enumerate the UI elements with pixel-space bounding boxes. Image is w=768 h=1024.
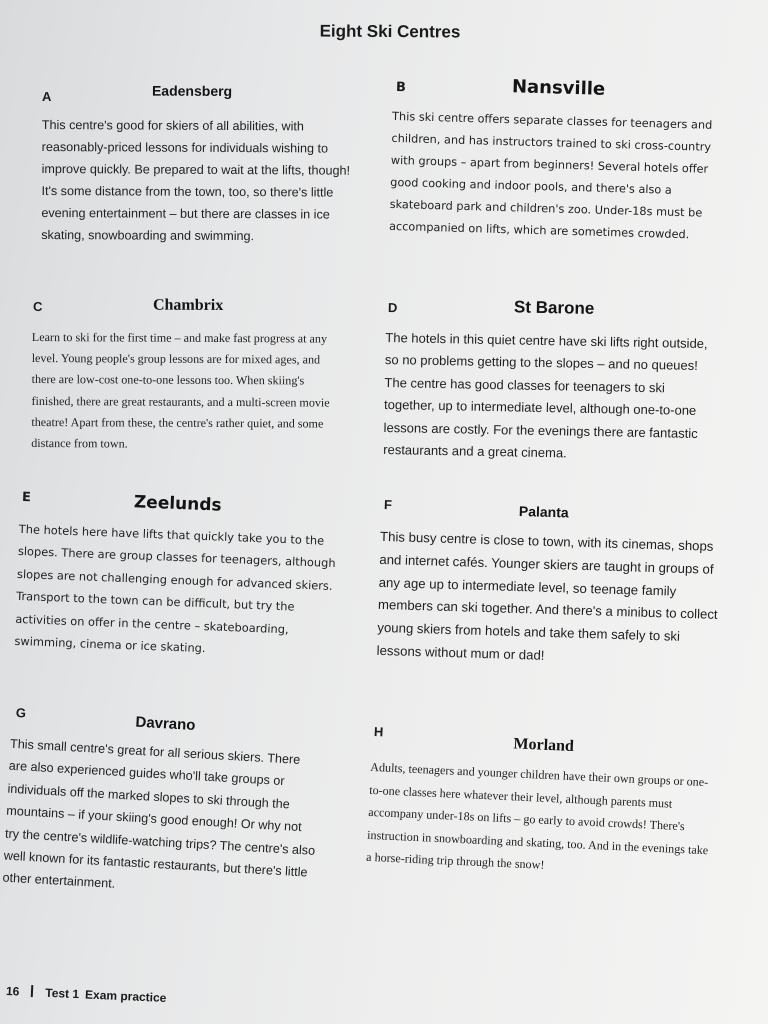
entry-text: Adults, teenagers and younger children have their own groups or one-to-one classes here whatever their level, although parents must accompany under-18s on lifts – go early to avoid crowds! There's instruction in snowboarding and skating, too. And in the evenings take a horse-riding trip through the snow! [365,759,709,873]
entry-name: Morland [513,735,575,756]
entry-text: Learn to ski for the first time – and make fast progress at any level. Young people's group lessons are for mixed ages, and there are low-cost one-to-one lessons too. When skiing's finished, there are great restaurants, and a multi-screen movie theatre! Apart from these, the centre's rather quiet, and some distance from town. [31,329,330,451]
entry-name: Palanta [518,503,569,521]
entry-name: Eadensberg [151,82,233,100]
entry-name: Davrano [135,713,196,735]
page-title: Eight Ski Centres [319,21,461,42]
entry-letter: A [41,89,52,105]
entry-text: This busy centre is close to town, with its cinemas, shops and internet cafés. Younger skiers are taught in groups of any age up to intermediate level, so teenage family members can ski together. And there's a minibus to collect young skiers from hotels and take them safely to ski lessons without mum or dad! [376,528,718,663]
entry-name: Chambrix [152,296,224,314]
entry-letter: E [21,490,32,506]
entry-letter: D [387,300,398,316]
footer-divider [31,985,34,997]
entry-letter: H [373,724,384,740]
entry-name: Nansville [511,76,606,100]
entry-letter: F [383,497,393,513]
entry-text: This ski centre offers separate classes for teenagers and children, and has instructors trained to ski cross-country with groups – apart from beginners! Several hotels offer good cooking and indoor pools, and there's also a skateboard park and children's zoo. Under-18s must be accompanied on lifts, which are sometimes crowded. [388,109,713,242]
entry-letter: C [32,298,43,315]
section-label: Exam practice [84,987,167,1005]
page-footer [6,984,167,1005]
entry-text: This small centre's great for all serious skiers. There are also experienced guides who'll take groups or individuals off the marked slopes to ski through the mountains – if your skiing's good enough! Or why not try the centre's wildlife-watching trips? The centre's also well known for its fantastic restaurants, but there's little other entertainment. [2,736,316,892]
entry-letter: B [395,80,407,96]
page-number: 16 [5,984,20,999]
test-label: Test 1 [45,985,80,1002]
entry-name: Zeelunds [133,492,222,516]
entry-text: This centre's good for skiers of all abilities, with reasonably-priced lessons for individuals wishing to improve quickly. Be prepared to wait at the lifts, though! It's some distance from the town, too, so there's little evening entertainment – but there are classes in ice skating, snowboarding and swimming. [41,118,351,244]
entry-text: The hotels in this quiet centre have ski lifts right outside, so no problems getting to the slopes – and no queues! The centre has good classes for teenagers to ski together, up to intermediate level, although one-to-one lessons are costly. For the evenings there are fantastic restaurants and a great cinema. [383,329,708,461]
entry-letter: G [15,705,27,721]
entry-name: St Barone [513,297,595,318]
entry-text: The hotels here have lifts that quickly take you to the slopes. There are group classes for teenagers, although slopes are not challenging enough for advanced skiers. Transport to the town can be difficult, but try the activities on offer in the centre – skateboarding, swimming, cinema or ice skating. [14,521,336,656]
